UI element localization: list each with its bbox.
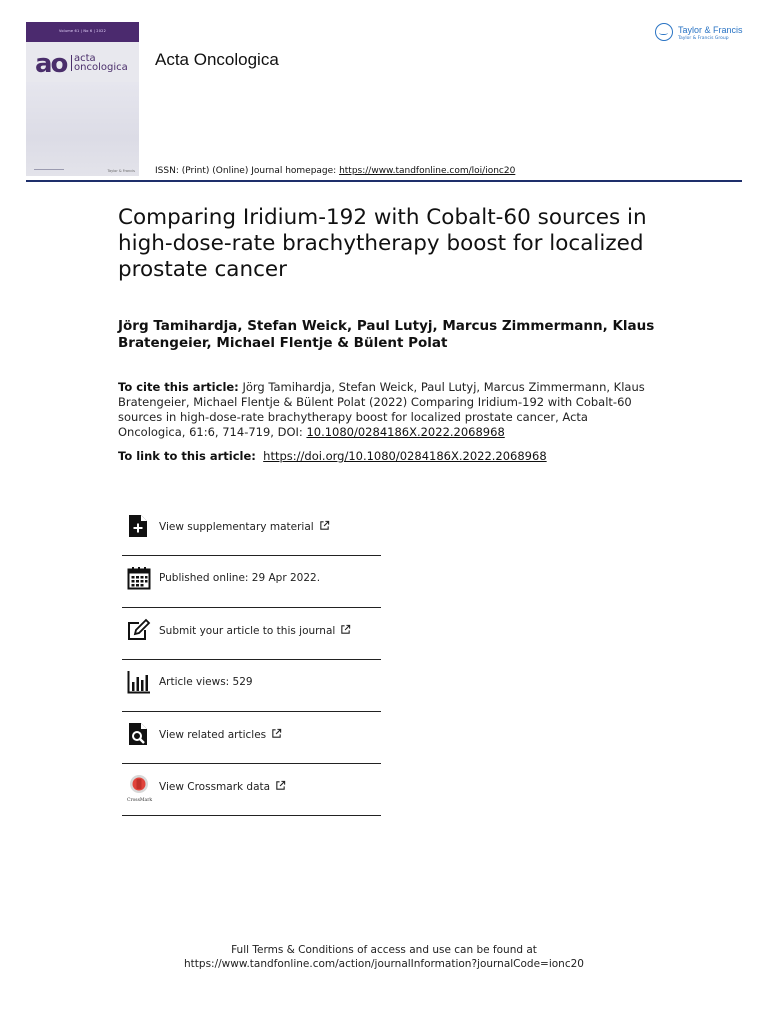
crossmark-small-text: CrossMark [127, 798, 153, 803]
article-views-item [122, 660, 381, 712]
cover-footer-rule [34, 169, 64, 170]
cover-logo-name-line2: oncologica [74, 62, 128, 73]
header-divider [26, 180, 742, 182]
cover-logo-divider [71, 55, 72, 71]
supplementary-material-item[interactable] [122, 504, 381, 556]
article-views-label: Article views: 529 [159, 676, 253, 688]
supplementary-file-icon [127, 514, 151, 538]
journal-title: Acta Oncologica [155, 50, 279, 69]
publisher-logo-icon [655, 23, 673, 41]
article-link-line [118, 449, 678, 464]
publisher-name: Taylor & Francis [678, 25, 743, 35]
issn-text: ISSN: (Print) (Online) Journal homepage: [155, 166, 340, 176]
terms-url[interactable]: https://www.tandfonline.com/action/journalInformation?journalCode=ionc20 [184, 958, 584, 970]
cover-band [26, 22, 139, 42]
article-doi-url-link[interactable]: https://doi.org/10.1080/0284186X.2022.2068968 [263, 449, 547, 463]
edit-icon [127, 618, 151, 642]
cover-publisher-text: Taylor & Francis [107, 169, 135, 173]
terms-line-1: Full Terms & Conditions of access and use can be found at [231, 944, 537, 956]
terms-footer [0, 943, 768, 971]
bar-chart-icon [127, 670, 151, 694]
related-articles-label: View related articles [159, 728, 282, 741]
publisher-logo[interactable] [655, 23, 745, 45]
journal-homepage-link[interactable]: https://www.tandfonline.com/loi/ionc20 [339, 166, 516, 176]
publisher-subtitle: Taylor & Francis Group [678, 36, 729, 41]
external-link-icon [340, 624, 351, 635]
published-online-item [122, 556, 381, 608]
submit-article-item[interactable] [122, 608, 381, 660]
article-title: Comparing Iridium-192 with Cobalt-60 sources in high-dose-rate brachytherapy boost for localized prostate cancer [118, 205, 647, 282]
cover-logo-name-line1: acta [74, 53, 96, 64]
crossmark-item[interactable] [122, 764, 381, 816]
issn-line [155, 166, 515, 176]
calendar-icon [127, 566, 151, 590]
cover-logo-mark: ao [35, 49, 67, 79]
external-link-icon [319, 520, 330, 531]
crossmark-label: View Crossmark data [159, 780, 286, 793]
article-info-list [122, 504, 381, 816]
cite-text: Jörg Tamihardja, Stefan Weick, Paul Lutyj, Marcus Zimmermann, Klaus Bratengeier, Michael Flentje & Bülent Polat (2022) Comparing Iridium-192 with Cobalt-60 sources in high-dose-rate brachytherapy boost for localized prostate cancer, Acta Oncologica, 61:6, 714-719, DOI: [118, 380, 645, 439]
journal-cover-thumbnail[interactable] [26, 22, 139, 176]
related-articles-item[interactable] [122, 712, 381, 764]
cite-label: To cite this article: [118, 380, 239, 394]
external-link-icon [271, 728, 282, 739]
related-articles-icon [127, 722, 151, 746]
submit-article-label: Submit your article to this journal [159, 624, 351, 637]
cover-image-area [26, 82, 139, 176]
supplementary-material-label: View supplementary material [159, 520, 330, 533]
link-label: To link to this article: [118, 449, 256, 463]
published-online-label: Published online: 29 Apr 2022. [159, 572, 321, 584]
citation-block [118, 380, 658, 440]
external-link-icon [275, 780, 286, 791]
article-authors: Jörg Tamihardja, Stefan Weick, Paul Lutyj, Marcus Zimmermann, Klaus Bratengeier, Michael Flentje & Bülent Polat [118, 318, 655, 351]
cover-band-text: Volume 61 | No 6 | 2022 [59, 29, 106, 33]
doi-link[interactable]: 10.1080/0284186X.2022.2068968 [306, 425, 505, 439]
crossmark-icon [127, 774, 151, 798]
